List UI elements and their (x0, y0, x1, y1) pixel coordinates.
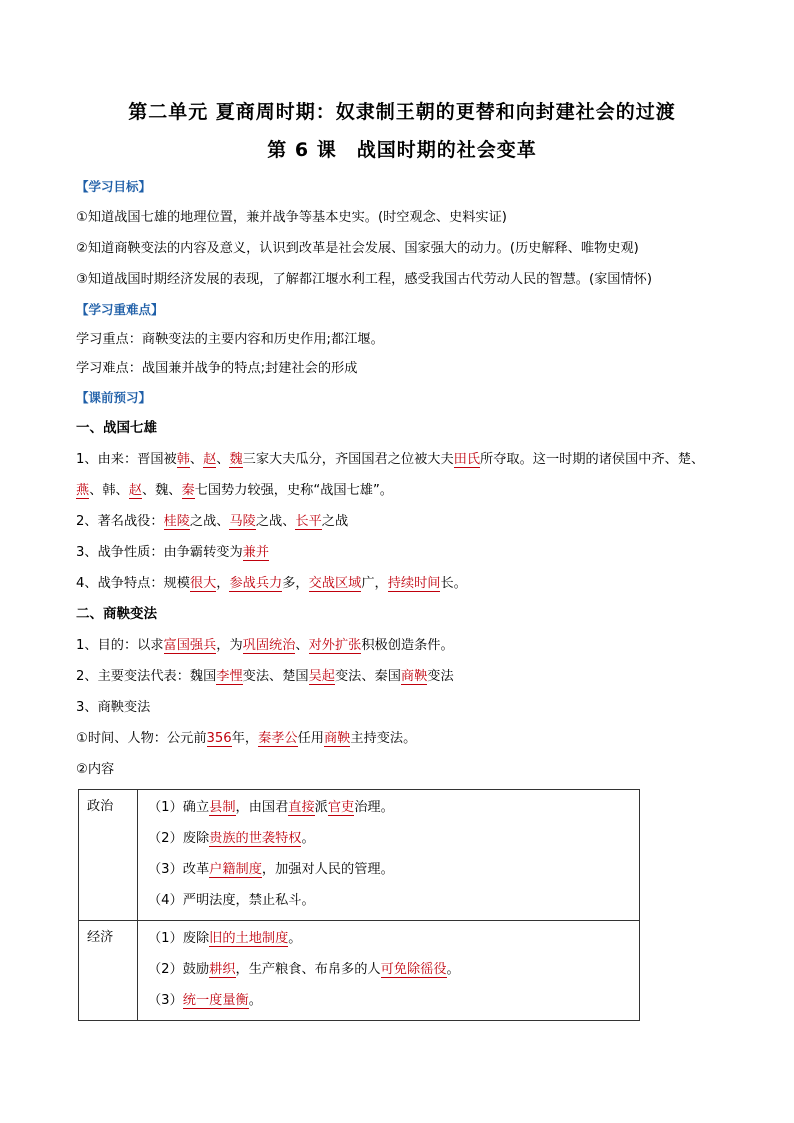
text: 多， (282, 576, 309, 591)
economy-items (138, 921, 640, 1021)
text: 任用 (297, 731, 324, 746)
text: 三家大夫瓜分，齐国国君之位被大夫 (242, 452, 454, 467)
text: 。 (446, 962, 460, 977)
purpose-line (76, 630, 728, 661)
text: 4、战争特点：规模 (76, 576, 190, 591)
text: （3） (148, 993, 183, 1008)
text: 年， (231, 731, 259, 746)
answer-blank: 李悝 (216, 669, 243, 684)
answer-blank: 巩固统治 (242, 638, 296, 653)
text: ， (216, 576, 230, 591)
answer-blank: 很大 (189, 576, 217, 591)
answer-blank: 旧的土地制度 (209, 931, 289, 946)
text: 积极创造条件。 (361, 638, 454, 653)
answer-blank: 桂陵 (163, 514, 190, 529)
text: 。 (288, 931, 302, 946)
text: ，加强对人民的管理。 (261, 862, 394, 877)
answer-blank: 贵族的世袭特权 (209, 831, 302, 846)
answer-blank: 吴起 (308, 669, 335, 684)
part-title-seven-states: 一、战国七雄 (76, 420, 157, 436)
content-label: ②内容 (76, 762, 115, 777)
text: 派 (314, 800, 328, 815)
text: （3）改革 (148, 862, 210, 877)
answer-blank: 持续时间 (387, 576, 441, 591)
politics-items (138, 790, 640, 921)
answer-blank: 燕 (76, 483, 90, 498)
text: （1）确立 (148, 800, 210, 815)
text: 广， (361, 576, 388, 591)
text: （2）鼓励 (148, 962, 210, 977)
text: 之战 (321, 514, 349, 529)
text: 1、由来：晋国被 (76, 452, 177, 467)
category-economy: 经济 (79, 921, 138, 1021)
section-heading-keypoints: 【学习重难点】 (76, 302, 164, 317)
unit-title: 第二单元 夏商周时期：奴隶制王朝的更替和向封建社会的过渡 (128, 101, 676, 123)
answer-blank: 长平 (295, 514, 322, 529)
list-item (148, 823, 639, 854)
answer-blank: 直接 (288, 800, 315, 815)
text: （2）废除 (148, 831, 210, 846)
table-row (79, 921, 640, 1021)
text: 。 (301, 831, 315, 846)
text: 之战、 (189, 514, 230, 529)
text: ，为 (216, 638, 243, 653)
reform-content-table (78, 789, 640, 1021)
part-title-reform: 二、商鞅变法 (76, 606, 157, 622)
text: 、 (189, 452, 204, 467)
lesson-number: 第 6 课 (267, 139, 337, 161)
answer-blank: 马陵 (229, 514, 256, 529)
list-item (148, 923, 639, 954)
text: 七国势力较强，史称“战国七雄”。 (194, 483, 393, 498)
war-features-line (76, 568, 728, 599)
answer-blank: 魏 (229, 452, 243, 467)
answer-blank: 参战兵力 (229, 576, 283, 591)
text: 变法、楚国 (242, 669, 309, 684)
goal-item: ③知道战国时期经济发展的表现，了解都江堰水利工程，感受我国古代劳动人民的智慧。(家国情怀) (76, 272, 652, 287)
text: 所夺取。这一时期的诸侯国中齐、楚、 (480, 452, 705, 467)
section-heading-preview: 【课前预习】 (76, 390, 152, 405)
text: 2、主要变法代表：魏国 (76, 669, 217, 684)
text: 1、目的：以求 (76, 638, 164, 653)
category-politics: 政治 (79, 790, 138, 921)
text: 治理。 (354, 800, 394, 815)
answer-blank: 户籍制度 (209, 862, 262, 877)
text: 主持变法。 (350, 731, 417, 746)
section-heading-goals: 【学习目标】 (76, 179, 152, 194)
text: 、 (295, 638, 309, 653)
answer-blank: 356 (206, 731, 232, 746)
lesson-title (76, 136, 728, 164)
answer-blank: 交战区域 (308, 576, 362, 591)
answer-blank: 可免除徭役 (380, 962, 447, 977)
text: 长。 (440, 576, 467, 591)
key-difficulty: 学习难点：战国兼并战争的特点;封建社会的形成 (76, 361, 358, 376)
reformers-line (76, 661, 728, 692)
answer-blank: 商鞅 (324, 731, 351, 746)
text: 2、著名战役： (76, 514, 164, 529)
text: 变法 (427, 669, 454, 684)
answer-blank: 秦孝公 (258, 731, 298, 746)
answer-blank: 韩 (176, 452, 190, 467)
battles-line (76, 506, 728, 537)
text: （1）废除 (148, 931, 210, 946)
answer-blank: 统一度量衡 (182, 993, 249, 1008)
answer-blank: 赵 (128, 483, 142, 498)
answer-blank: 富国强兵 (163, 638, 217, 653)
answer-blank: 商鞅 (400, 669, 428, 684)
text: 、 (216, 452, 230, 467)
shang-yang-heading: 3、商鞅变法 (76, 700, 151, 715)
answer-blank: 县制 (209, 800, 236, 815)
answer-blank: 秦 (181, 483, 195, 498)
key-focus: 学习重点：商鞅变法的主要内容和历史作用;都江堰。 (76, 332, 384, 347)
answer-blank: 赵 (203, 452, 217, 467)
text: ，由国君 (235, 800, 289, 815)
list-item (148, 854, 639, 885)
answer-blank: 田氏 (453, 452, 481, 467)
answer-blank: 对外扩张 (308, 638, 362, 653)
origin-line-cont (76, 475, 728, 506)
text: 3、战争性质：由争霸转变为 (76, 545, 243, 560)
lesson-name: 战国时期的社会变革 (356, 139, 537, 161)
list-item (148, 792, 639, 823)
answer-blank: 兼并 (242, 545, 270, 560)
text: 、韩、 (89, 483, 129, 498)
goal-item: ②知道商鞅变法的内容及意义，认识到改革是社会发展、国家强大的动力。(历史解释、唯物史观) (76, 241, 639, 256)
origin-line (76, 444, 728, 475)
time-person-line (76, 723, 728, 754)
text: 变法、秦国 (334, 669, 401, 684)
text: 、魏、 (141, 483, 182, 498)
answer-blank: 官吏 (327, 800, 355, 815)
list-item (148, 985, 639, 1016)
goal-item: ①知道战国七雄的地理位置，兼并战争等基本史实。(时空观念、史料实证) (76, 210, 507, 225)
text: ①时间、人物：公元前 (76, 731, 207, 746)
list-item (148, 954, 639, 985)
list-item: （4）严明法度，禁止私斗。 (148, 893, 315, 908)
text: 之战、 (255, 514, 296, 529)
war-nature-line (76, 537, 728, 568)
table-row (79, 790, 640, 921)
text: 。 (248, 993, 262, 1008)
text: ，生产粮食、布帛多的人 (235, 962, 381, 977)
answer-blank: 耕织 (209, 962, 236, 977)
